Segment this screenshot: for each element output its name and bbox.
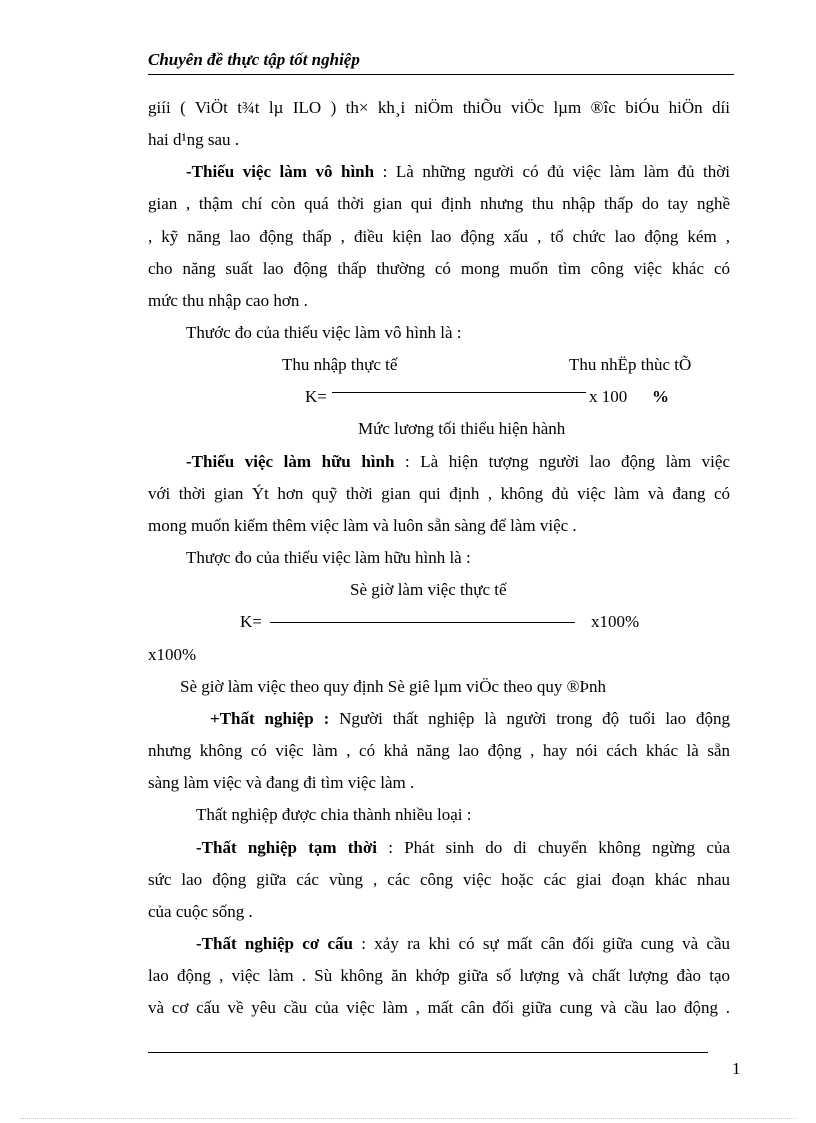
formula-1-multiplier: x 100 bbox=[589, 387, 628, 406]
temporary-unemployment-term: -Thất nghiệp tạm thời bbox=[196, 838, 378, 857]
page-boundary bbox=[20, 1118, 796, 1119]
invisible-underemployment-line-2: gian , thậm chí còn quá thời gian qui định nhưng thu nhập thấp do tay nghề bbox=[148, 194, 730, 213]
unemployment-line-1: +Thất nghiệp : Người thất nghiệp là người trong độ tuổi lao động bbox=[210, 709, 731, 728]
formula-1-percent: % bbox=[652, 387, 669, 406]
structural-unemployment-line-1: -Thất nghiệp cơ cấu : xảy ra khi có sự mất cân đối giữa cung và cầu bbox=[196, 934, 730, 953]
formula-2-multiplier-repeat: x100% bbox=[148, 645, 197, 664]
visible-underemployment-term: -Thiếu việc làm hữu hình bbox=[186, 452, 395, 471]
formula-2-denominator: Sè giờ làm việc theo quy định Sè giê lµm viÖc theo quy ®Þnh bbox=[180, 677, 606, 696]
formula-2-lhs: K= bbox=[240, 612, 262, 631]
invisible-underemployment-term: -Thiếu việc làm vô hình bbox=[186, 162, 375, 181]
intro-line-2: hai d¹ng sau . bbox=[148, 130, 240, 149]
formula-1-denominator: Mức lương tối thiểu hiện hành bbox=[358, 419, 566, 438]
invisible-underemployment-line-1: -Thiếu việc làm vô hình : Là những người có đủ việc làm làm đủ thời bbox=[186, 162, 730, 181]
formula-2-fraction-bar bbox=[270, 622, 575, 623]
page-number: 1 bbox=[732, 1059, 741, 1078]
formula-2-multiplier: x100% bbox=[591, 612, 640, 631]
visible-underemployment-line-3: mong muốn kiếm thêm việc làm và luôn sẵn sàng để làm việc . bbox=[148, 516, 577, 535]
invisible-underemployment-line-3: , kỹ năng lao động thấp , điều kiện lao động xấu , tổ chức lao động kém , bbox=[148, 227, 730, 246]
footer-rule bbox=[148, 1052, 708, 1053]
measure-2-label: Thược đo của thiếu việc làm hữu hình là : bbox=[186, 548, 471, 567]
temporary-unemployment-line-2: sức lao động giữa các vùng , các công việc hoặc các giai đoạn khác nhau bbox=[148, 870, 730, 889]
formula-1-lhs: K= bbox=[305, 387, 327, 406]
invisible-underemployment-line-5: mức thu nhập cao hơn . bbox=[148, 291, 308, 310]
formula-1-numerator-alt: Thu nhËp thùc tÕ bbox=[569, 355, 692, 374]
invisible-underemployment-line-4: cho năng suất lao động thấp thường có mong muốn tìm công việc khác có bbox=[148, 259, 730, 278]
visible-underemployment-line-2: với thời gian Ýt hơn quỹ thời gian qui định , không đủ việc làm và đang có bbox=[148, 484, 730, 503]
structural-unemployment-line-3: và cơ cấu về yêu cầu của việc làm , mất cân đối giữa cung và cầu lao động . bbox=[148, 998, 730, 1017]
formula-1-numerator: Thu nhập thực tế bbox=[282, 355, 398, 374]
unemployment-line-3: sàng làm việc và đang đi tìm việc làm . bbox=[148, 773, 415, 792]
structural-unemployment-line-2: lao động , việc làm . Sù không ăn khớp giữa số lượng và chất lượng đào tạo bbox=[148, 966, 730, 985]
temporary-unemployment-line-1: -Thất nghiệp tạm thời : Phát sinh do di chuyển không ngừng của bbox=[196, 838, 730, 857]
temporary-unemployment-line-3: của cuộc sống . bbox=[148, 902, 253, 921]
unemployment-term: +Thất nghiệp : bbox=[210, 709, 330, 728]
unemployment-line-2: nhưng không có việc làm , có khả năng lao động , hay nói cách khác là sẵn bbox=[148, 741, 730, 760]
formula-1-fraction-bar bbox=[332, 392, 586, 393]
intro-line-1: giíi ( ViÖt t¾t lµ ILO ) th× kh¸i niÖm thiÕu viÖc lµm ®îc biÓu hiÖn díi bbox=[148, 98, 730, 117]
visible-underemployment-line-1: -Thiếu việc làm hữu hình : Là hiện tượng người lao động làm việc bbox=[186, 452, 730, 471]
types-label: Thất nghiệp được chia thành nhiều loại : bbox=[196, 805, 472, 824]
measure-1-label: Thước đo của thiếu việc làm vô hình là : bbox=[186, 323, 462, 342]
formula-2-numerator: Sè giờ làm việc thực tế bbox=[350, 580, 507, 599]
structural-unemployment-term: -Thất nghiệp cơ cấu bbox=[196, 934, 354, 953]
page-header: Chuyên đề thực tập tốt nghiệp bbox=[148, 50, 734, 75]
